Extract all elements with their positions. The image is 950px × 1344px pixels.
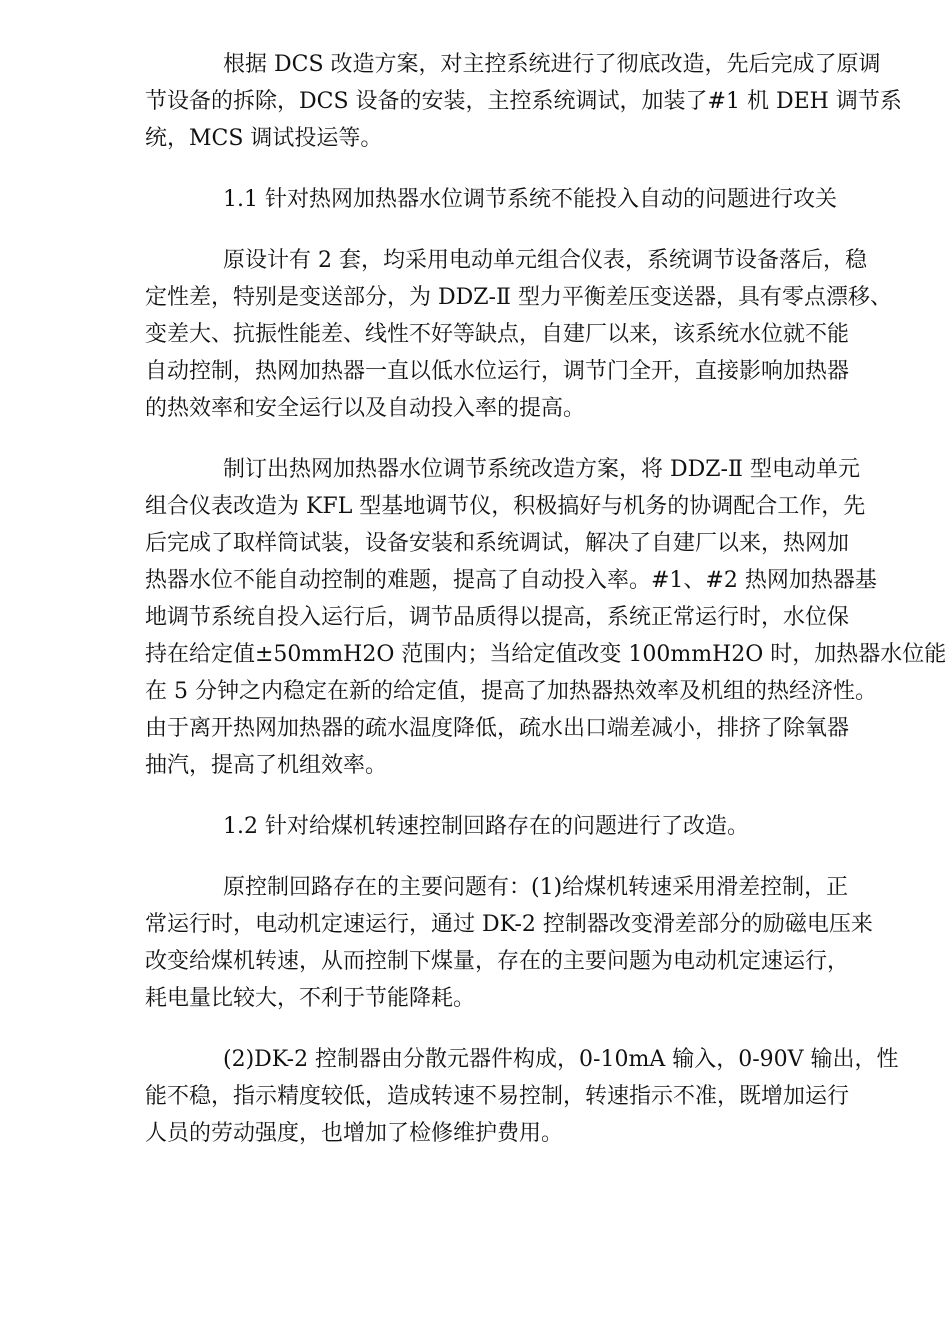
text-line: 能不稳，指示精度较低，造成转速不易控制，转速指示不准，既增加运行 [145, 1084, 850, 1109]
text-line: 统，MCS 调试投运等。 [145, 126, 383, 151]
paragraph-control-loop-problems [145, 869, 883, 1017]
text-line: 持在给定值±50mmH2O 范围内；当给定值改变 100mmH2O 时，加热器水位能 [145, 642, 947, 667]
text-line: 抽汽，提高了机组效率。 [145, 753, 388, 778]
text-line: 节设备的拆除，DCS 设备的安装，主控系统调试，加装了#1 机 DEH 调节系 [145, 89, 902, 114]
paragraph-dk2-controller [145, 1041, 899, 1152]
text-line: (2)DK-2 控制器由分散元器件构成，0-10mA 输入，0-90V 输出，性 [223, 1047, 899, 1072]
text-line: 在 5 分钟之内稳定在新的给定值，提高了加热器热效率及机组的热经济性。 [145, 679, 877, 704]
text-line: 由于离开热网加热器的疏水温度降低，疏水出口端差减小，排挤了除氧器 [145, 716, 850, 741]
section-heading-1-1 [145, 181, 883, 218]
text-line: 地调节系统自投入运行后，调节品质得以提高，系统正常运行时，水位保 [145, 605, 850, 630]
document-body [145, 46, 947, 1152]
text-line: 根据 DCS 改造方案，对主控系统进行了彻底改造，先后完成了原调 [223, 52, 881, 77]
text-line: 后完成了取样筒试装，设备安装和系统调试，解决了自建厂以来，热网加 [145, 531, 850, 556]
paragraph-original-design [145, 242, 892, 427]
text-line: 的热效率和安全运行以及自动投入率的提高。 [145, 396, 586, 421]
paragraph-retrofit-plan [145, 451, 947, 784]
text-line: 原设计有 2 套，均采用电动单元组合仪表，系统调节设备落后，稳 [223, 248, 867, 273]
heading-text: 1.1 针对热网加热器水位调节系统不能投入自动的问题进行攻关 [223, 187, 837, 212]
heading-text: 1.2 针对给煤机转速控制回路存在的问题进行了改造。 [223, 814, 749, 839]
section-heading-1-2 [145, 808, 883, 845]
text-line: 改变给煤机转速，从而控制下煤量，存在的主要问题为电动机定速运行， [145, 949, 850, 974]
text-line: 原控制回路存在的主要问题有：(1)给煤机转速采用滑差控制，正 [223, 875, 849, 900]
text-line: 定性差，特别是变送部分，为 DDZ-Ⅱ 型力平衡差压变送器，具有零点漂移、 [145, 285, 892, 310]
text-line: 自动控制，热网加热器一直以低水位运行，调节门全开，直接影响加热器 [145, 359, 850, 384]
text-line: 人员的劳动强度，也增加了检修维护费用。 [145, 1121, 564, 1146]
text-line: 耗电量比较大，不利于节能降耗。 [145, 986, 476, 1011]
text-line: 组合仪表改造为 KFL 型基地调节仪，积极搞好与机务的协调配合工作，先 [145, 494, 866, 519]
paragraph-dcs-retrofit [145, 46, 902, 157]
text-line: 热器水位不能自动控制的难题，提高了自动投入率。#1、#2 热网加热器基 [145, 568, 877, 593]
text-line: 常运行时，电动机定速运行，通过 DK-2 控制器改变滑差部分的励磁电压来 [145, 912, 873, 937]
text-line: 制订出热网加热器水位调节系统改造方案，将 DDZ-Ⅱ 型电动单元 [223, 457, 860, 482]
text-line: 变差大、抗振性能差、线性不好等缺点，自建厂以来，该系统水位就不能 [145, 322, 850, 347]
